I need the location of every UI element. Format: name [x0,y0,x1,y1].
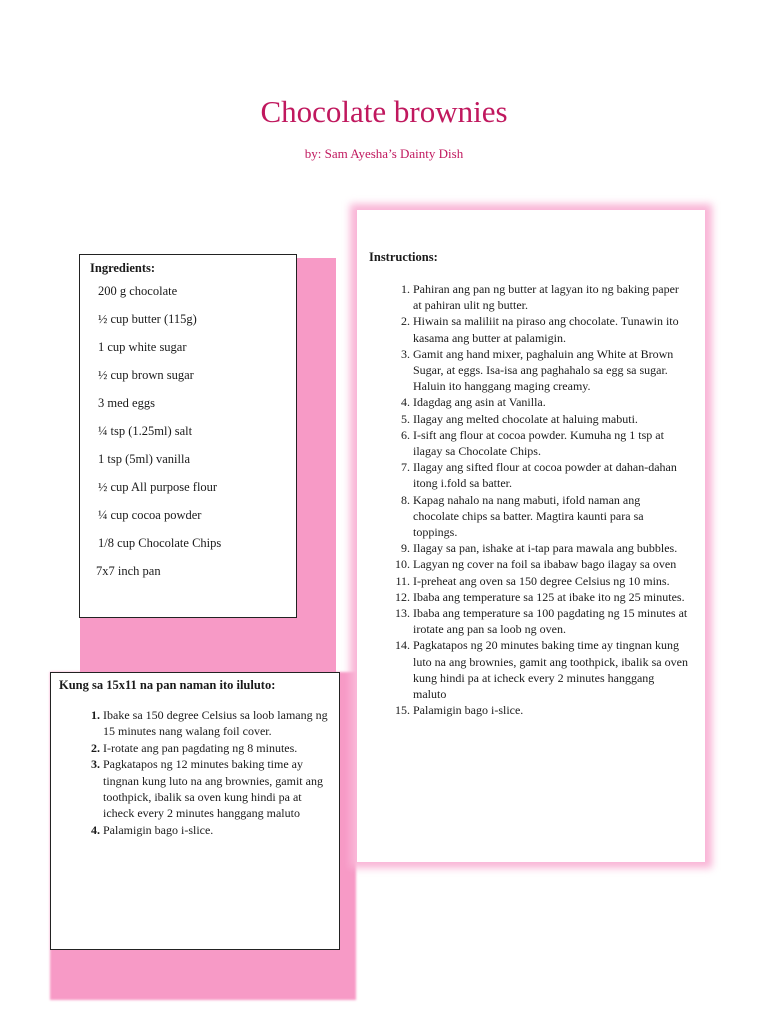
instruction-step: 14. Pagkatapos ng 20 minutes baking time ay tingnan kung luto na ang brownies, gamit ang toothpick, ibalik sa oven kung hindi pa at icheck every 2 minutes hanggang maluto [413,637,689,702]
large-pan-steps [59,707,329,838]
instruction-step: 10. Lagyan ng cover na foil sa ibabaw bago ilagay sa oven [413,556,689,572]
ingredient-item: ¼ cup cocoa powder [98,508,202,522]
ingredient-item: 3 med eggs [98,396,155,410]
instructions-heading: Instructions: [369,250,438,264]
ingredients-box [79,254,297,618]
ingredients-heading: Ingredients: [90,261,156,275]
ingredient-item: ½ cup brown sugar [98,368,194,382]
ingredient-item: 7x7 inch pan [96,564,161,578]
instruction-step: 1. Pahiran ang pan ng butter at lagyan ito ng baking paper at pahiran ulit ng butter. [413,281,689,313]
instructions-list [369,281,689,718]
large-pan-step: 2. I-rotate ang pan pagdating ng 8 minutes. [103,740,329,756]
instruction-step: 13. Ibaba ang temperature sa 100 pagdating ng 15 minutes at irotate ang pan sa loob ng oven. [413,605,689,637]
ingredient-item: ¼ tsp (1.25ml) salt [98,424,193,438]
ingredient-item: ½ cup butter (115g) [98,312,197,326]
instruction-step: 9. Ilagay sa pan, ishake at i-tap para mawala ang bubbles. [413,540,689,556]
instruction-step: 6. I-sift ang flour at cocoa powder. Kumuha ng 1 tsp at ilagay sa Chocolate Chips. [413,427,689,459]
instruction-step: 2. Hiwain sa maliliit na piraso ang chocolate. Tunawin ito kasama ang butter at palamigin. [413,313,689,345]
instruction-step: 11. I-preheat ang oven sa 150 degree Celsius ng 10 mins. [413,573,689,589]
large-pan-heading: Kung sa 15x11 na pan naman ito iluluto: [59,678,276,692]
instruction-step: 3. Gamit ang hand mixer, paghaluin ang White at Brown Sugar, at eggs. Isa-isa ang paghahalo sa egg sa sugar. Haluin ito hanggang maging creamy. [413,346,689,395]
ingredients-list [90,283,286,591]
instruction-step: 5. Ilagay ang melted chocolate at haluing mabuti. [413,411,689,427]
ingredient-item: 200 g chocolate [98,284,178,298]
instruction-step: 4. Idagdag ang asin at Vanilla. [413,394,689,410]
page-title: Chocolate brownies [260,94,508,129]
ingredient-item: ½ cup All purpose flour [98,480,218,494]
large-pan-step: 4. Palamigin bago i-slice. [103,822,329,838]
instruction-step: 8. Kapag nahalo na nang mabuti, ifold naman ang chocolate chips sa batter. Magtira kaunti para sa toppings. [413,492,689,541]
ingredient-item: 1 tsp (5ml) vanilla [98,452,190,466]
large-pan-step: 1. Ibake sa 150 degree Celsius sa loob lamang ng 15 minutes nang walang foil cover. [103,707,329,740]
instruction-step: 7. Ilagay ang sifted flour at cocoa powder at dahan-dahan itong i.fold sa batter. [413,459,689,491]
large-pan-box [50,672,340,950]
large-pan-step: 3. Pagkatapos ng 12 minutes baking time ay tingnan kung luto na ang brownies, gamit ang toothpick, ibalik sa oven kung hindi pa at icheck every 2 minutes hanggang maluto [103,756,329,822]
instruction-step: 15. Palamigin bago i-slice. [413,702,689,718]
instruction-step: 12. Ibaba ang temperature sa 125 at ibake ito ng 25 minutes. [413,589,689,605]
byline: by: Sam Ayesha’s Dainty Dish [304,146,464,161]
instructions-box [357,210,705,862]
ingredient-item: 1/8 cup Chocolate Chips [98,536,222,550]
ingredient-item: 1 cup white sugar [98,340,187,354]
